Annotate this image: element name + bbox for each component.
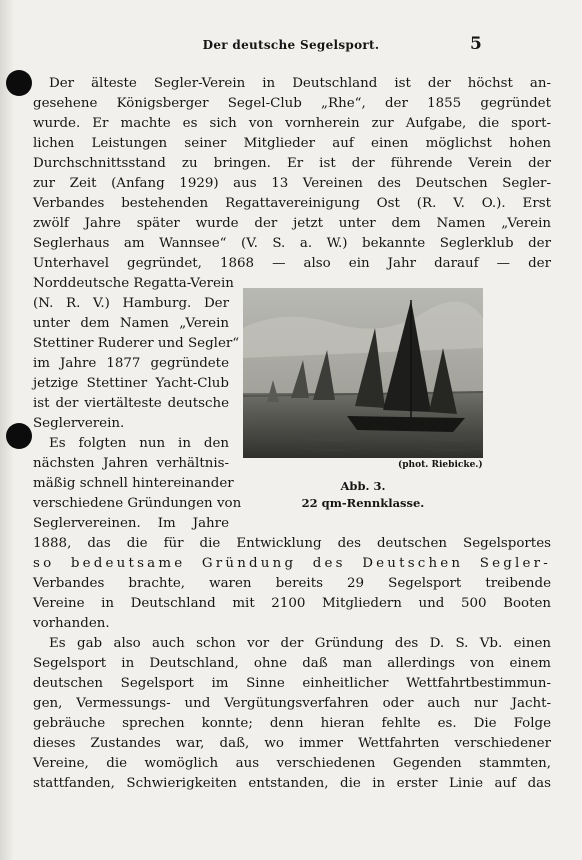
- text-line: Es gab also auch schon vor der Gründung des D. S. Vb. einen: [49, 636, 551, 651]
- text-line: Durchschnittsstand zu bringen. Er ist der führende Verein der: [33, 156, 551, 171]
- text-line: nächsten Jahren verhältnis-: [33, 456, 229, 471]
- text-line: Unterhavel gegründet, 1868 — also ein Jahr darauf — der: [33, 256, 551, 271]
- text-line: (N. R. V.) Hamburg. Der: [33, 296, 229, 311]
- text-line: Seglerverein.: [33, 416, 125, 431]
- text-line: Norddeutsche Regatta-Verein: [33, 276, 234, 291]
- ink-blot-mark: [6, 70, 32, 96]
- text-line: gen, Vermessungs- und Vergütungsverfahren oder auch nur Jacht-: [33, 696, 551, 711]
- text-line: stattfanden, Schwierigkeiten entstanden, die in erster Linie auf das: [33, 776, 551, 791]
- figure-caption-number: Abb. 3.: [340, 479, 386, 493]
- text-line: deutschen Segelsport im Sinne einheitlicher Wettfahrtbestimmun-: [33, 676, 551, 691]
- page-number: 5: [470, 34, 482, 54]
- text-line: so bedeutsame Gründung des Deutschen Segler-: [33, 556, 551, 571]
- text-line: Segelsport in Deutschland, ohne daß man allerdings von einem: [33, 656, 551, 671]
- text-line: Seglervereinen. Im Jahre: [33, 516, 229, 531]
- text-line: im Jahre 1877 gegründete: [33, 356, 229, 371]
- text-line: lichen Leistungen seiner Mitglieder auf einen möglichst hohen: [33, 136, 551, 151]
- text-line: verschiedene Gründungen von: [33, 496, 242, 511]
- text-line: Seglerhaus am Wannsee“ (V. S. a. W.) bekannte Seglerklub der: [33, 236, 551, 251]
- text-line: ist der viertälteste deutsche: [33, 396, 229, 411]
- text-line: 1888, das die für die Entwicklung des deutschen Segelsportes: [33, 536, 551, 551]
- figure-caption-text: 22 qm-Rennklasse.: [301, 496, 425, 510]
- text-line: Stettiner Ruderer und Segler“: [33, 336, 240, 351]
- text-line: Vereine, die womöglich aus verschiedenen Gegenden stammten,: [33, 756, 551, 771]
- text-line: Vereine in Deutschland mit 2100 Mitgliedern und 500 Booten: [33, 596, 551, 611]
- text-line: unter dem Namen „Verein: [33, 316, 229, 331]
- text-line: vorhanden.: [33, 616, 110, 631]
- text-line: zur Zeit (Anfang 1929) aus 13 Vereinen des Deutschen Segler-: [33, 176, 551, 191]
- text-line: gesehene Königsberger Segel-Club „Rhe“, der 1855 gegründet: [33, 96, 551, 111]
- ink-blot-mark: [6, 423, 32, 449]
- text-line: zwölf Jahre später wurde der jetzt unter dem Namen „Verein: [33, 216, 551, 231]
- sailboat-photo-drawing: [243, 288, 483, 458]
- sailboat-photo: [243, 288, 483, 458]
- text-line: jetzige Stettiner Yacht-Club: [33, 376, 229, 391]
- photo-credit: (phot. Riebicke.): [398, 460, 483, 470]
- text-line: Es folgten nun in den: [49, 436, 229, 451]
- text-line: Verbandes brachte, waren bereits 29 Segelsport treibende: [33, 576, 551, 591]
- text-line: wurde. Er machte es sich von vornherein zur Aufgabe, die sport-: [33, 116, 551, 131]
- text-line: Verbandes bestehenden Regattavereinigung Ost (R. V. O.). Erst: [33, 196, 551, 211]
- text-line: Der älteste Segler-Verein in Deutschland ist der höchst an-: [49, 76, 551, 91]
- text-line: gebräuche sprechen konnte; denn hieran fehlte es. Die Folge: [33, 716, 551, 731]
- text-line: mäßig schnell hintereinander: [33, 476, 234, 491]
- text-line: dieses Zustandes war, daß, wo immer Wettfahrten verschiedener: [33, 736, 551, 751]
- running-title: Der deutsche Segelsport.: [202, 38, 380, 52]
